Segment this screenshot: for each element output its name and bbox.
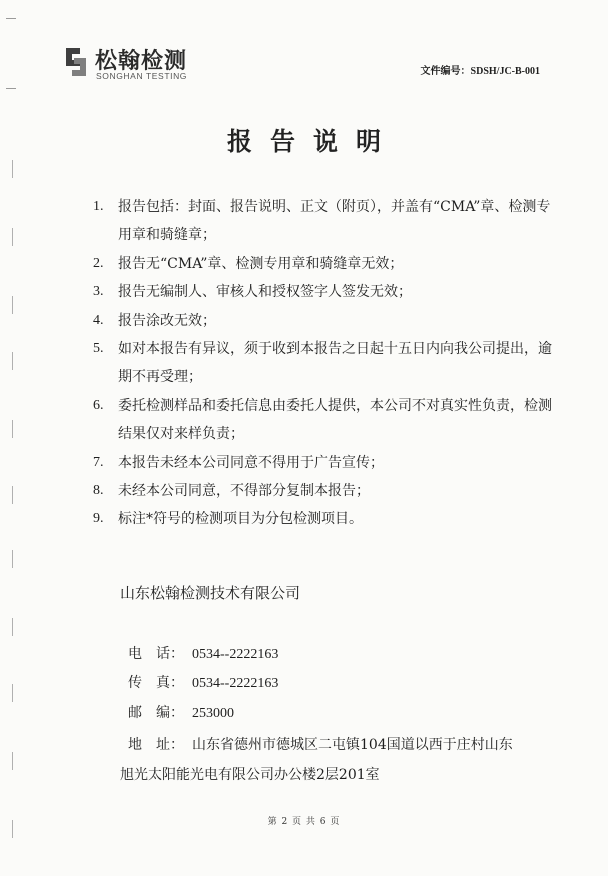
fax-value: 0534--2222163 <box>192 676 279 691</box>
company-name: 山东松翰检测技术有限公司 <box>120 584 301 602</box>
report-notes-list <box>93 193 553 534</box>
logo-mark-icon <box>62 44 90 80</box>
list-item <box>93 449 553 477</box>
fax-label: 传 真： <box>128 675 184 691</box>
list-item-number: 2. <box>93 255 104 271</box>
list-item-text: 报告包括：封面、报告说明、正文（附页），并盖有“CMA”章、检测专用章和骑缝章； <box>118 199 551 244</box>
postcode-row <box>128 702 234 722</box>
list-item <box>93 307 553 335</box>
list-item <box>93 250 553 278</box>
page-title: 报告说明 <box>226 127 399 156</box>
list-item <box>93 505 553 533</box>
list-item-number: 4. <box>93 312 104 328</box>
list-item-text: 报告无“CMA”章、检测专用章和骑缝章无效； <box>118 255 404 272</box>
list-item <box>93 335 553 392</box>
list-item-text: 委托检测样品和委托信息由委托人提供，本公司不对真实性负责，检测结果仅对来样负责； <box>118 397 552 443</box>
address-line-1: 山东省德州市德城区二屯镇104国道以西于庄村山东 <box>192 737 513 753</box>
postcode-label: 邮 编： <box>128 705 184 721</box>
list-item-text: 标注*符号的检测项目为分包检测项目。 <box>118 511 363 528</box>
list-item-text: 报告无编制人、审核人和授权签字人签发无效； <box>118 284 412 301</box>
list-item-text: 报告涂改无效； <box>118 312 216 329</box>
list-item-number: 3. <box>93 284 104 300</box>
document-number: 文件编号：SDSH/JC-B-001 <box>420 66 540 77</box>
list-item-number: 9. <box>93 511 104 527</box>
company-logo <box>62 44 212 84</box>
list-item <box>93 392 553 449</box>
list-item-number: 8. <box>93 483 104 499</box>
list-item-number: 1. <box>93 199 104 214</box>
list-item-number: 5. <box>93 341 104 357</box>
phone-value: 0534--2222163 <box>192 647 279 662</box>
logo-english-name: SONGHAN TESTING <box>96 71 188 81</box>
list-item <box>93 193 553 250</box>
list-item-text: 未经本公司同意，不得部分复制本报告； <box>118 483 370 500</box>
list-item-text: 如对本报告有异议，须于收到本报告之日起十五日内向我公司提出，逾期不再受理； <box>118 341 552 386</box>
list-item <box>93 477 553 505</box>
logo-chinese-name: 松翰检测 <box>95 49 188 74</box>
list-item-text: 本报告未经本公司同意不得用于广告宣传； <box>118 454 384 471</box>
phone-label: 电 话： <box>128 646 184 662</box>
page-footer: 第 2 页 共 6 页 <box>267 817 341 827</box>
list-item-number: 6. <box>93 397 104 413</box>
list-item <box>93 278 553 306</box>
list-item-number: 7. <box>93 454 104 470</box>
address-label: 地 址： <box>128 737 184 753</box>
postcode-value: 253000 <box>192 706 234 721</box>
address-row <box>128 734 513 754</box>
address-line-2: 旭光太阳能光电有限公司办公楼2层201室 <box>120 767 380 783</box>
phone-row <box>128 643 278 663</box>
fax-row <box>128 672 278 692</box>
